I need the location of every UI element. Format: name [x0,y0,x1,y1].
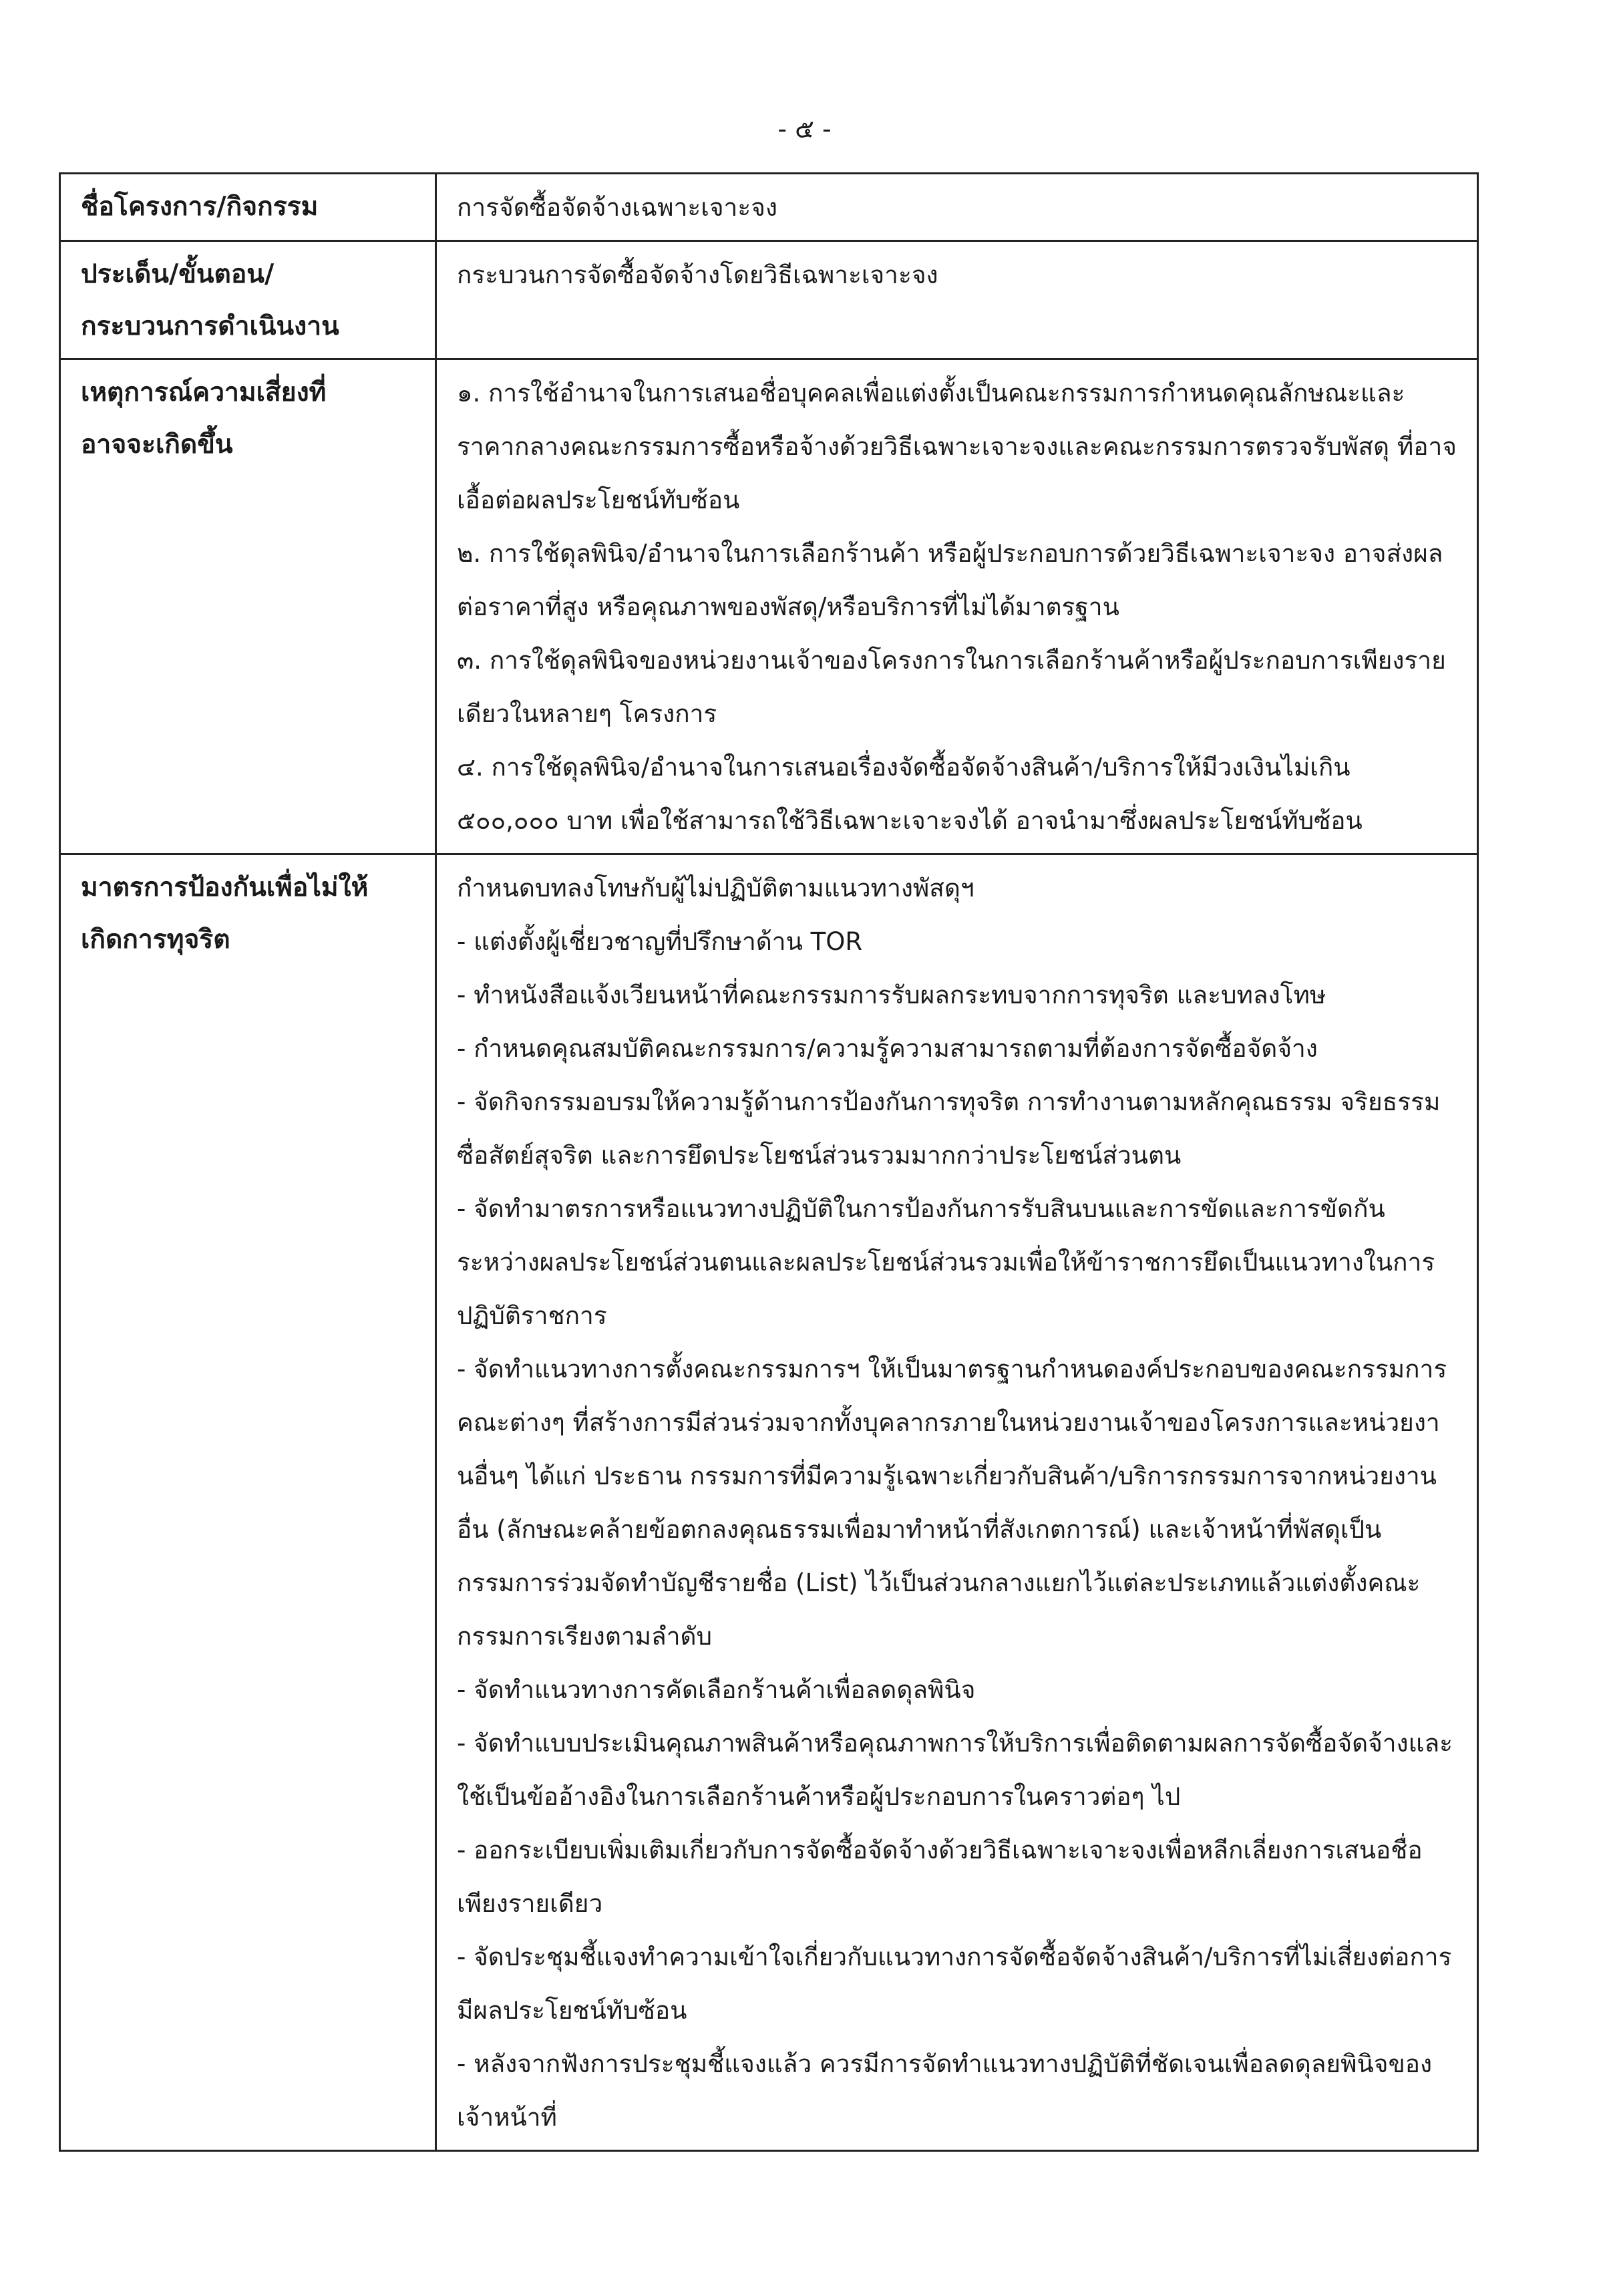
measure-item: - จัดกิจกรรมอบรมให้ความรู้ด้านการป้องกันการทุจริต การทำงานตามหลักคุณธรรม จริยธรรม ซื่อสัตย์สุจริต และการยึดประโยชน์ส่วนรวมมากกว่าประโยชน์ส่วนตน [457,1088,1441,1170]
label-cell [60,241,436,359]
content-paragraph: การจัดซื้อจัดจ้างเฉพาะเจาะจง [457,193,777,222]
measure-item: - จัดทำมาตรการหรือแนวทางปฏิบัติในการป้องกันการรับสินบนและการขัดและการขัดกันระหว่างผลประโยชน์ส่วนตนและผลประโยชน์ส่วนรวมเพื่อให้ข้าราชการยึดเป็นแนวทางในการปฏิบัติราชการ [457,1194,1435,1330]
measure-item: - แต่งตั้งผู้เชี่ยวชาญที่ปรึกษาด้าน TOR [457,927,863,956]
measure-item: - จัดประชุมชี้แจงทำความเข้าใจเกี่ยวกับแนวทางการจัดซื้อจัดจ้างสินค้า/บริการที่ไม่เสี่ยงต่อการมีผลประโยชน์ทับซ้อน [457,1943,1452,2025]
table-row-measures [60,854,1478,2151]
label-line: อาจจะเกิดขึ้น [81,430,233,460]
content-paragraph: กระบวนการจัดซื้อจัดจ้างโดยวิธีเฉพาะเจาะจง [457,261,938,289]
risk-item: ๒. การใช้ดุลพินิจ/อำนาจในการเลือกร้านค้า หรือผู้ประกอบการด้วยวิธีเฉพาะเจาะจง อาจส่งผลต่อราคาที่สูง หรือคุณภาพของพัสดุ/หรือบริการที่ไม่ได้มาตรฐาน [457,539,1443,621]
content-cell [436,854,1478,2151]
label-cell [60,359,436,854]
content-cell [436,174,1478,241]
measure-item: - จัดทำแนวทางการคัดเลือกร้านค้าเพื่อลดดุลพินิจ [457,1675,976,1704]
content-cell [436,241,1478,359]
measure-item: - จัดทำแบบประเมินคุณภาพสินค้าหรือคุณภาพการให้บริการเพื่อติดตามผลการจัดซื้อจัดจ้างและใช้เป็นข้ออ้างอิงในการเลือกร้านค้าหรือผู้ประกอบการในคราวต่อๆ ไป [457,1729,1453,1811]
table-row-risk-events [60,359,1478,854]
label-line: ประเด็น/ขั้นตอน/ [81,259,275,289]
table-row-process [60,241,1478,359]
risk-item: ๔. การใช้ดุลพินิจ/อำนาจในการเสนอเรื่องจัดซื้อจัดจ้างสินค้า/บริการให้มีวงเงินไม่เกิน ๕๐๐,๐๐๐ บาท เพื่อใช้สามารถใช้วิธีเฉพาะเจาะจงได้ อาจนำมาซึ่งผลประโยชน์ทับซ้อน [457,753,1363,835]
measure-item: - หลังจากฟังการประชุมชี้แจงแล้ว ควรมีการจัดทำแนวทางปฏิบัติที่ชัดเจนเพื่อลดดุลยพินิจของเจ้าหน้าที่ [457,2049,1433,2132]
label-line: ชื่อโครงการ/กิจกรรม [81,192,319,222]
label-cell [60,854,436,2151]
risk-item: ๑. การใช้อำนาจในการเสนอชื่อบุคคลเพื่อแต่งตั้งเป็นคณะกรรมการกำหนดคุณลักษณะและราคากลางคณะกรรมการซื้อหรือจ้างด้วยวิธีเฉพาะเจาะจงและคณะกรรมการตรวจรับพัสดุ ที่อาจเอื้อต่อผลประโยชน์ทับซ้อน [457,379,1457,514]
label-cell [60,174,436,241]
page-number: - ๕ - [777,114,832,144]
label-line: กระบวนการดำเนินงาน [81,311,339,341]
measure-item: กำหนดบทลงโทษกับผู้ไม่ปฏิบัติตามแนวทางพัสดุฯ [457,874,974,903]
label-line: มาตรการป้องกันเพื่อไม่ให้ [81,872,369,903]
measure-item: - ออกระเบียบเพิ่มเติมเกี่ยวกับการจัดซื้อจัดจ้างด้วยวิธีเฉพาะเจาะจงเพื่อหลีกเลี่ยงการเสนอชื่อเพียงรายเดียว [457,1836,1423,1918]
measure-item: - ทำหนังสือแจ้งเวียนหน้าที่คณะกรรมการรับผลกระทบจากการทุจริต และบทลงโทษ [457,981,1326,1009]
risk-table [59,172,1479,2152]
label-line: เกิดการทุจริต [81,925,230,955]
content-cell [436,359,1478,854]
table-row-project [60,174,1478,241]
risk-item: ๓. การใช้ดุลพินิจของหน่วยงานเจ้าของโครงการในการเลือกร้านค้าหรือผู้ประกอบการเพียงรายเดียวในหลายๆ โครงการ [457,646,1446,728]
measure-item: - กำหนดคุณสมบัติคณะกรรมการ/ความรู้ความสามารถตามที่ต้องการจัดซื้อจัดจ้าง [457,1034,1318,1063]
measure-item: - จัดทำแนวทางการตั้งคณะกรรมการฯ ให้เป็นมาตรฐานกำหนดองค์ประกอบของคณะกรรมการคณะต่างๆ ที่สร้างการมีส่วนร่วมจากทั้งบุคลากรภายในหน่วยงานเจ้าของโครงการและหน่วยงานอื่นๆ ได้แก่ ประธาน กรรมการที่มีความรู้เฉพาะเกี่ยวกับสินค้า/บริการกรรมการจากหน่วยงานอื่น (ลักษณะคล้ายข้อตกลงคุณธรรมเพื่อมาทำหน้าที่สังเกตการณ์) และเจ้าหน้าที่พัสดุเป็นกรรมการร่วมจัดทำบัญชีรายชื่อ (List) ไว้เป็นส่วนกลางแยกไว้แต่ละประเภทแล้วแต่งตั้งคณะกรรมการเรียงตามลำดับ [457,1355,1447,1651]
label-line: เหตุการณ์ความเสี่ยงที่ [81,377,327,407]
